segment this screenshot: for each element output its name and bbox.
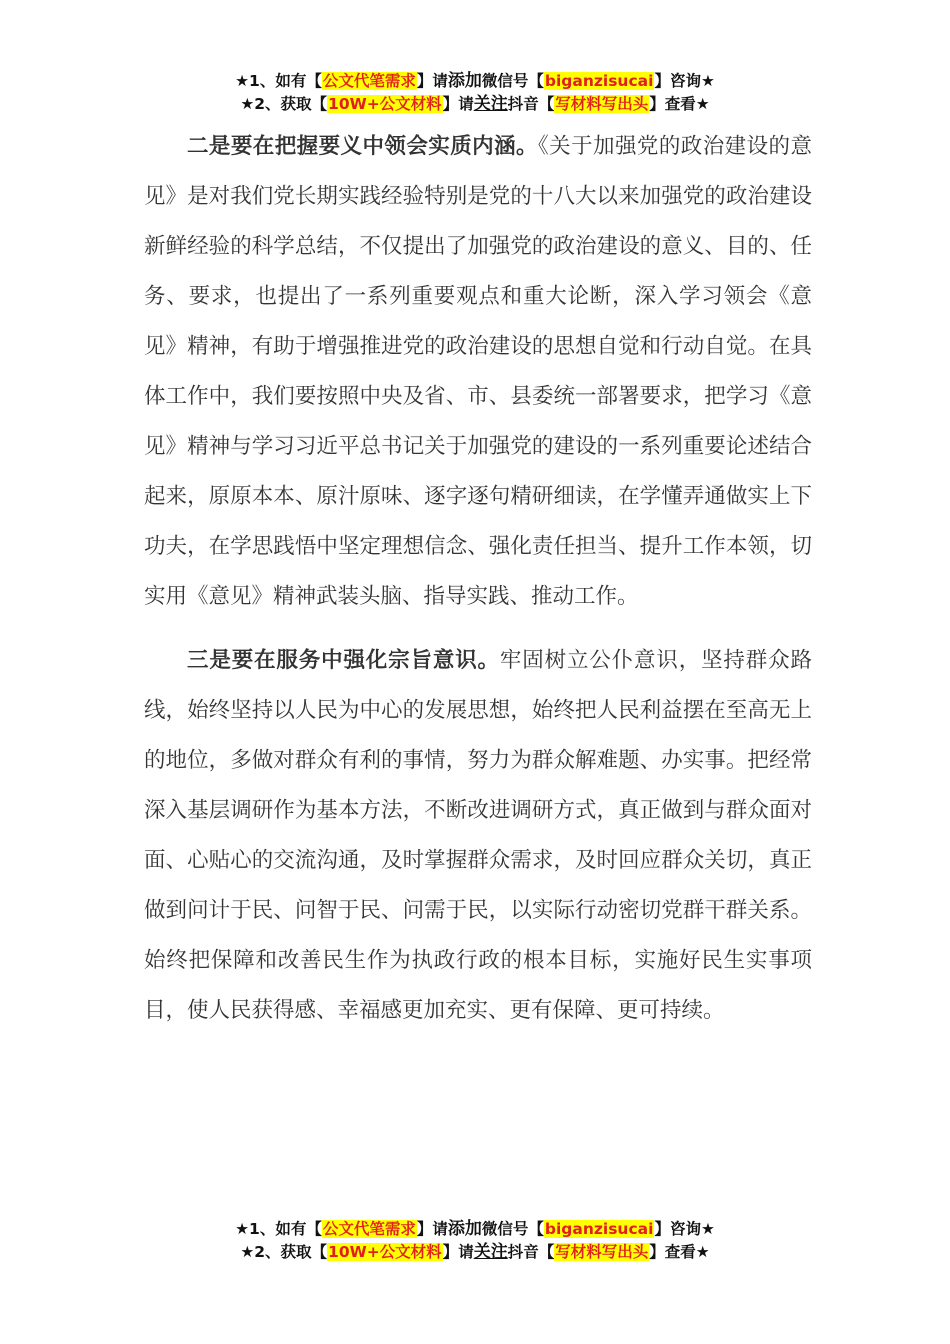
highlight-wechat-id: biganzisucai [544, 72, 654, 90]
banner-line-2: ★2、获取【10W+公文材料】请关注抖音【写材料写出头】查看★ [240, 94, 710, 114]
paragraph-text: 《关于加强党的政治建设的意见》是对我们党长期实践经验特别是党的十八大以来加强党的政治建设新鲜经验的科学总结，不仅提出了加强党的政治建设的意义、目的、任务、要求，也提出了一系列重要观点和重大论断，深入学习领会《意见》精神，有助于增强推进党的政治建设的思想自觉和行动自觉。在具体工作中，我们要按照中央及省、市、县委统一部署要求，把学习《意见》精神与学习习近平总书记关于加强党的建设的一系列重要论述结合起来，原原本本、原汁原味、逐字逐句精研细读，在学懂弄通做实上下功夫，在学思践悟中坚定理想信念、强化责任担当、提升工作本领，切实用《意见》精神武装头脑、指导实践、推动工作。 [144, 134, 812, 609]
paragraph-lead: 二是要在把握要义中领会实质内涵。 [187, 134, 538, 159]
paragraph-2 [144, 122, 812, 622]
highlight-douyin: 写材料写出头 [555, 95, 649, 113]
header-banner [0, 70, 950, 116]
highlight-service: 公文代笔需求 [322, 72, 416, 90]
banner-line-1: ★1、如有【公文代笔需求】请添加微信号【biganzisucai】咨询★ [235, 71, 715, 91]
paragraph-text: 牢固树立公仆意识，坚持群众路线，始终坚持以人民为中心的发展思想，始终把人民利益摆在至高无上的地位，多做对群众有利的事情，努力为群众解难题、办实事。把经常深入基层调研作为基本方法，不断改进调研方式，真正做到与群众面对面、心贴心的交流沟通，及时掌握群众需求，及时回应群众关切，真正做到问计于民、问智于民、问需于民，以实际行动密切党群干群关系。始终把保障和改善民生作为执政行政的根本目标，实施好民生实事项目，使人民获得感、幸福感更加充实、更有保障、更可持续。 [144, 648, 812, 1023]
paragraph-lead: 三是要在服务中强化宗旨意识。 [187, 648, 500, 673]
document-body [144, 122, 812, 1036]
footer-banner [0, 1218, 950, 1264]
highlight-service: 公文代笔需求 [322, 1220, 416, 1238]
highlight-materials: 10W+公文材料 [328, 95, 442, 113]
highlight-wechat-id: biganzisucai [544, 1220, 654, 1238]
highlight-douyin: 写材料写出头 [555, 1243, 649, 1261]
banner-line-1: ★1、如有【公文代笔需求】请添加微信号【biganzisucai】咨询★ [235, 1219, 715, 1239]
banner-line-2: ★2、获取【10W+公文材料】请关注抖音【写材料写出头】查看★ [240, 1242, 710, 1262]
paragraph-3 [144, 636, 812, 1036]
highlight-materials: 10W+公文材料 [328, 1243, 442, 1261]
